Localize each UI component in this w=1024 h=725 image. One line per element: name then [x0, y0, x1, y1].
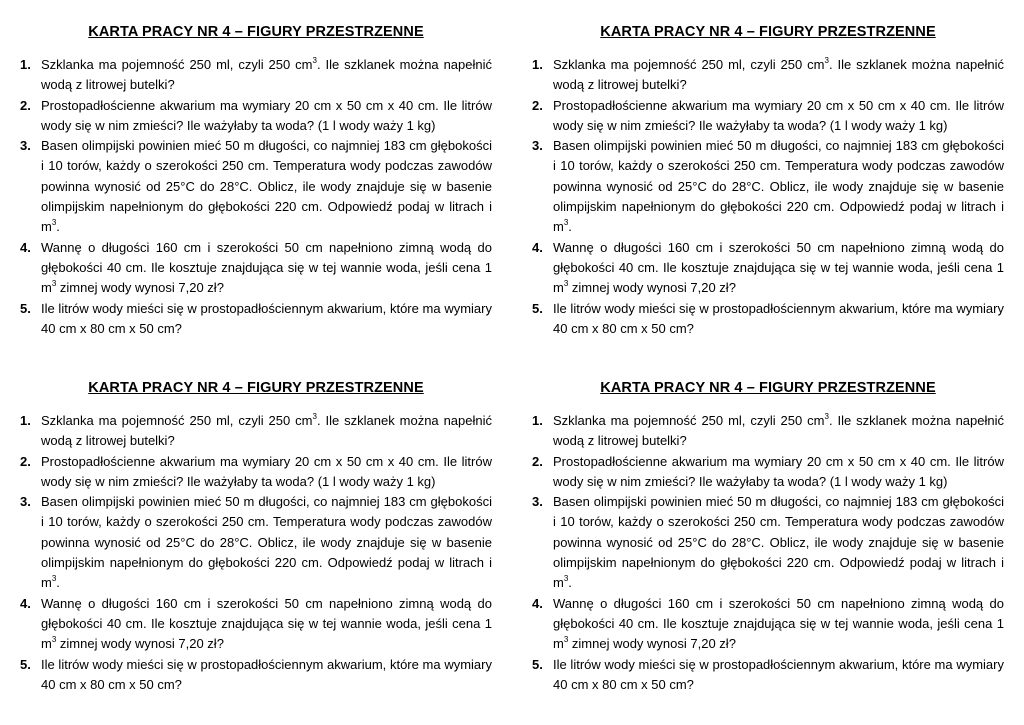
task-number: 3. [20, 494, 31, 510]
task-number: 2. [20, 453, 31, 469]
task-text [553, 96, 1004, 137]
task-number: 2. [532, 453, 543, 469]
superscript: 3 [312, 411, 317, 421]
task-text-part: Wannę o długości 160 cm i szerokości 50 cm napełniono zimną wodą do głębokości 40 cm. Ile kosztuje znajdująca się w tej wannie woda, jeśli cena 1 m [41, 239, 492, 296]
task-number: 4. [532, 595, 543, 611]
task-number: 4. [532, 239, 543, 255]
superscript: 3 [563, 574, 569, 584]
task-list [532, 411, 1004, 695]
task-item [20, 55, 492, 96]
task-list [532, 55, 1004, 339]
task-number: 5. [20, 300, 31, 316]
task-item [532, 411, 1004, 452]
task-text-part: Ile litrów wody mieści się w prostopadłościennym akwarium, które ma wymiary 40 cm x 80 cm x 50 cm? [41, 656, 492, 692]
task-text [41, 492, 492, 593]
task-text-part: Wannę o długości 160 cm i szerokości 50 cm napełniono zimną wodą do głębokości 40 cm. Ile kosztuje znajdująca się w tej wannie woda, jeśli cena 1 m [553, 595, 1004, 652]
task-text [553, 55, 1004, 96]
worksheet-card-top-left [20, 21, 492, 339]
task-text-part: . Ile szklanek można napełnić wodą z litrowej butelki? [553, 413, 1005, 449]
task-text-part: Basen olimpijski powinien mieć 50 m długości, co najmniej 183 cm głębokości i 10 torów, każdy o szerokości 250 cm. Temperatura wody podczas zawodów powinna wynosić od 25°C do 28°C. Oblicz, ile wody znajduje się w basenie olimpijskim napełnionym do głębokości 220 cm. Odpowiedź podaj w litrach i m [41, 138, 492, 235]
task-text-part: zimnej wody wynosi 7,20 zł? [56, 636, 224, 652]
task-number: 3. [20, 138, 31, 154]
task-text-part: Prostopadłościenne akwarium ma wymiary 20 cm x 50 cm x 40 cm. Ile litrów wody się w nim zmieści? Ile ważyłaby ta woda? (1 l wody waży 1 kg) [41, 453, 492, 489]
worksheet-card-top-right [532, 21, 1004, 339]
task-text [553, 411, 1004, 452]
superscript: 3 [51, 218, 57, 228]
task-number: 2. [20, 97, 31, 113]
task-text-part: Ile litrów wody mieści się w prostopadłościennym akwarium, które ma wymiary 40 cm x 80 cm x 50 cm? [41, 300, 492, 336]
task-item [532, 594, 1004, 655]
task-text-part: Basen olimpijski powinien mieć 50 m długości, co najmniej 183 cm głębokości i 10 torów, każdy o szerokości 250 cm. Temperatura wody podczas zawodów powinna wynosić od 25°C do 28°C. Oblicz, ile wody znajduje się w basenie olimpijskim napełnionym do głębokości 220 cm. Odpowiedź podaj w litrach i m [41, 494, 492, 591]
task-text-part: . [56, 219, 60, 235]
task-text-part: zimnej wody wynosi 7,20 zł? [568, 636, 736, 652]
task-number: 5. [20, 656, 31, 672]
task-text [41, 411, 492, 452]
superscript: 3 [824, 411, 829, 421]
task-text [553, 594, 1004, 655]
task-text-part: Prostopadłościenne akwarium ma wymiary 20 cm x 50 cm x 40 cm. Ile litrów wody się w nim zmieści? Ile ważyłaby ta woda? (1 l wody waży 1 kg) [553, 453, 1004, 489]
task-text-part: Ile litrów wody mieści się w prostopadłościennym akwarium, które ma wymiary 40 cm x 80 cm x 50 cm? [553, 300, 1004, 336]
task-number: 3. [532, 494, 543, 510]
task-text-part: Prostopadłościenne akwarium ma wymiary 20 cm x 50 cm x 40 cm. Ile litrów wody się w nim zmieści? Ile ważyłaby ta woda? (1 l wody waży 1 kg) [553, 97, 1004, 133]
task-text-part: Basen olimpijski powinien mieć 50 m długości, co najmniej 183 cm głębokości i 10 torów, każdy o szerokości 250 cm. Temperatura wody podczas zawodów powinna wynosić od 25°C do 28°C. Oblicz, ile wody znajduje się w basenie olimpijskim napełnionym do głębokości 220 cm. Odpowiedź podaj w litrach i m [553, 494, 1004, 591]
task-item [532, 492, 1004, 593]
card-title: KARTA PRACY NR 4 – FIGURY PRZESTRZENNE [600, 380, 936, 396]
task-text [41, 594, 492, 655]
task-item [20, 96, 492, 137]
task-item [20, 299, 492, 340]
task-text [41, 136, 492, 237]
task-text [41, 55, 492, 96]
task-text [41, 452, 492, 493]
task-item [20, 655, 492, 696]
superscript: 3 [563, 218, 569, 228]
task-text-part: Wannę o długości 160 cm i szerokości 50 cm napełniono zimną wodą do głębokości 40 cm. Ile kosztuje znajdująca się w tej wannie woda, jeśli cena 1 m [41, 595, 492, 652]
task-item [20, 411, 492, 452]
superscript: 3 [312, 55, 317, 65]
task-text [553, 452, 1004, 493]
task-text-part: . [568, 575, 572, 591]
task-text-part: . [568, 219, 572, 235]
task-text [553, 655, 1004, 696]
task-item [532, 136, 1004, 237]
task-number: 1. [532, 57, 543, 72]
task-text-part: Szklanka ma pojemność 250 ml, czyli 250 cm [41, 57, 313, 72]
task-number: 2. [532, 97, 543, 113]
task-text-part: . Ile szklanek można napełnić wodą z litrowej butelki? [553, 57, 1005, 93]
task-number: 1. [20, 413, 31, 428]
task-text-part: zimnej wody wynosi 7,20 zł? [568, 280, 736, 296]
superscript: 3 [51, 574, 57, 584]
task-text-part: . [56, 575, 60, 591]
task-text [553, 238, 1004, 299]
task-text-part: Ile litrów wody mieści się w prostopadłościennym akwarium, które ma wymiary 40 cm x 80 cm x 50 cm? [553, 656, 1004, 692]
task-item [532, 238, 1004, 299]
task-text-part: Basen olimpijski powinien mieć 50 m długości, co najmniej 183 cm głębokości i 10 torów, każdy o szerokości 250 cm. Temperatura wody podczas zawodów powinna wynosić od 25°C do 28°C. Oblicz, ile wody znajduje się w basenie olimpijskim napełnionym do głębokości 220 cm. Odpowiedź podaj w litrach i m [553, 138, 1004, 235]
superscript: 3 [824, 55, 829, 65]
task-number: 5. [532, 300, 543, 316]
task-text [553, 136, 1004, 237]
task-item [532, 96, 1004, 137]
task-number: 4. [20, 595, 31, 611]
task-number: 1. [20, 57, 31, 72]
task-list [20, 411, 492, 695]
worksheet-card-bottom-right [532, 377, 1004, 695]
task-text-part: Wannę o długości 160 cm i szerokości 50 cm napełniono zimną wodą do głębokości 40 cm. Ile kosztuje znajdująca się w tej wannie woda, jeśli cena 1 m [553, 239, 1004, 296]
task-item [532, 55, 1004, 96]
task-text-part: zimnej wody wynosi 7,20 zł? [56, 280, 224, 296]
task-text-part: Szklanka ma pojemność 250 ml, czyli 250 cm [41, 413, 313, 428]
task-text [553, 492, 1004, 593]
task-item [20, 238, 492, 299]
task-item [532, 452, 1004, 493]
task-item [20, 136, 492, 237]
task-text-part: Prostopadłościenne akwarium ma wymiary 20 cm x 50 cm x 40 cm. Ile litrów wody się w nim zmieści? Ile ważyłaby ta woda? (1 l wody waży 1 kg) [41, 97, 492, 133]
task-text [41, 655, 492, 696]
superscript: 3 [563, 278, 569, 288]
worksheet-card-bottom-left [20, 377, 492, 695]
task-list [20, 55, 492, 339]
task-number: 1. [532, 413, 543, 428]
task-text-part: . Ile szklanek można napełnić wodą z litrowej butelki? [41, 413, 493, 449]
card-title: KARTA PRACY NR 4 – FIGURY PRZESTRZENNE [88, 380, 424, 396]
task-item [20, 594, 492, 655]
task-text [41, 238, 492, 299]
task-number: 5. [532, 656, 543, 672]
task-text-part: . Ile szklanek można napełnić wodą z litrowej butelki? [41, 57, 493, 93]
task-item [532, 655, 1004, 696]
superscript: 3 [51, 634, 57, 644]
task-text-part: Szklanka ma pojemność 250 ml, czyli 250 cm [553, 413, 825, 428]
task-number: 4. [20, 239, 31, 255]
task-text [41, 96, 492, 137]
task-item [20, 452, 492, 493]
card-title: KARTA PRACY NR 4 – FIGURY PRZESTRZENNE [88, 24, 424, 40]
task-item [532, 299, 1004, 340]
superscript: 3 [51, 278, 57, 288]
task-text-part: Szklanka ma pojemność 250 ml, czyli 250 cm [553, 57, 825, 72]
task-item [20, 492, 492, 593]
task-text [553, 299, 1004, 340]
task-number: 3. [532, 138, 543, 154]
task-text [41, 299, 492, 340]
superscript: 3 [563, 634, 569, 644]
card-title: KARTA PRACY NR 4 – FIGURY PRZESTRZENNE [600, 24, 936, 40]
